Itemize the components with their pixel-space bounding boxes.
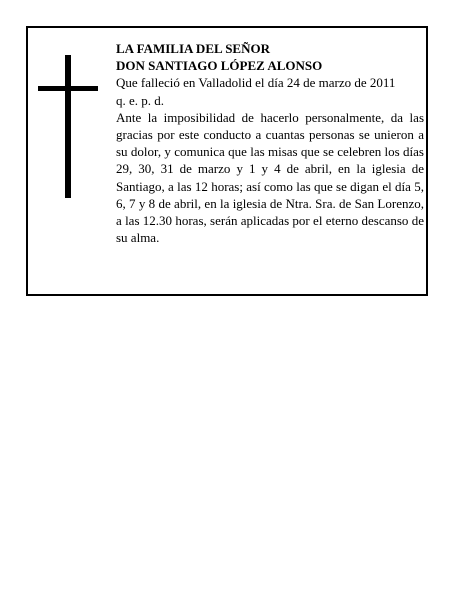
thanks-paragraph: Ante la imposibilidad de hacerlo personalmente, da las gracias por este conducto a cuantas personas se unieron a su dolor, y comunica que las misas que se celebren los días 29, 30, 31 de marzo y 1 y 4 de abril, en la iglesia de Santiago, a las 12 horas; así como las que se digan el día 5, 6, 7 y 8 de abril, en la iglesia de Ntra. Sra. de San Lorenzo, a las 12.30 horas, serán aplicadas por el eterno descanso de su alma. — [116, 109, 424, 246]
cross-horizontal-bar — [38, 86, 98, 91]
cross-vertical-bar — [65, 55, 71, 198]
notice-text-block — [116, 40, 424, 246]
family-heading: LA FAMILIA DEL SEÑOR — [116, 41, 270, 56]
death-statement: Que falleció en Valladolid el día 24 de marzo de 2011 — [116, 75, 396, 91]
rip-line: q. e. p. d. — [116, 92, 165, 108]
obituary-notice — [26, 26, 428, 296]
cross-icon — [38, 55, 98, 198]
deceased-name: DON SANTIAGO LÓPEZ ALONSO — [116, 58, 323, 74]
